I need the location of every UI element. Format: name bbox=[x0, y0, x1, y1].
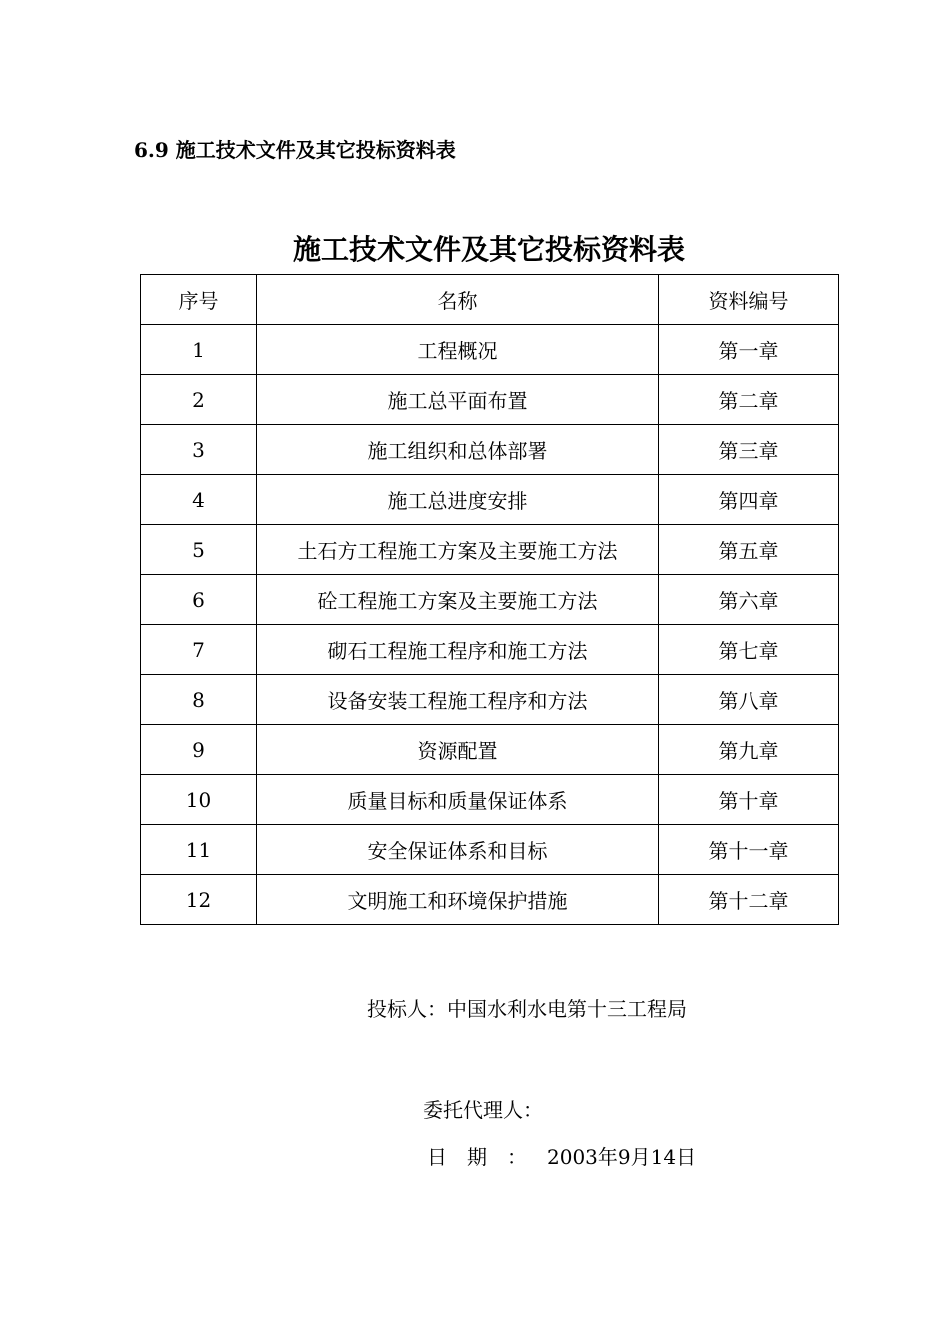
header-serial-number: 序号 bbox=[141, 275, 257, 325]
row-document-number: 第十二章 bbox=[659, 875, 839, 925]
authorized-agent-line: 委托代理人： bbox=[423, 1098, 543, 1122]
row-name: 质量目标和质量保证体系 bbox=[257, 775, 659, 825]
table-row bbox=[141, 825, 839, 875]
row-document-number: 第二章 bbox=[659, 375, 839, 425]
table-row bbox=[141, 775, 839, 825]
row-document-number: 第五章 bbox=[659, 525, 839, 575]
row-document-number: 第一章 bbox=[659, 325, 839, 375]
row-serial: 7 bbox=[141, 625, 257, 675]
table-row bbox=[141, 875, 839, 925]
table-row bbox=[141, 625, 839, 675]
row-name: 设备安装工程施工程序和方法 bbox=[257, 675, 659, 725]
row-document-number: 第八章 bbox=[659, 675, 839, 725]
row-name: 资源配置 bbox=[257, 725, 659, 775]
table-row bbox=[141, 675, 839, 725]
table-row bbox=[141, 325, 839, 375]
date-label: 日期： bbox=[427, 1145, 547, 1169]
row-name: 工程概况 bbox=[257, 325, 659, 375]
header-name: 名称 bbox=[257, 275, 659, 325]
row-document-number: 第四章 bbox=[659, 475, 839, 525]
row-name: 施工总平面布置 bbox=[257, 375, 659, 425]
table-row bbox=[141, 575, 839, 625]
row-document-number: 第九章 bbox=[659, 725, 839, 775]
row-document-number: 第六章 bbox=[659, 575, 839, 625]
row-serial: 12 bbox=[141, 875, 257, 925]
row-document-number: 第十章 bbox=[659, 775, 839, 825]
row-document-number: 第十一章 bbox=[659, 825, 839, 875]
table-header-row bbox=[141, 275, 839, 325]
table-row bbox=[141, 475, 839, 525]
row-document-number: 第三章 bbox=[659, 425, 839, 475]
row-serial: 2 bbox=[141, 375, 257, 425]
row-serial: 1 bbox=[141, 325, 257, 375]
row-name: 文明施工和环境保护措施 bbox=[257, 875, 659, 925]
header-document-number: 资料编号 bbox=[659, 275, 839, 325]
table-row bbox=[141, 425, 839, 475]
date-value: 2003年9月14日 bbox=[547, 1145, 697, 1169]
table-row bbox=[141, 725, 839, 775]
row-serial: 4 bbox=[141, 475, 257, 525]
row-name: 施工组织和总体部署 bbox=[257, 425, 659, 475]
row-serial: 11 bbox=[141, 825, 257, 875]
row-serial: 9 bbox=[141, 725, 257, 775]
row-serial: 5 bbox=[141, 525, 257, 575]
row-name: 土石方工程施工方案及主要施工方法 bbox=[257, 525, 659, 575]
row-serial: 10 bbox=[141, 775, 257, 825]
row-serial: 3 bbox=[141, 425, 257, 475]
bidder-line: 投标人：中国水利水电第十三工程局 bbox=[367, 997, 687, 1021]
table-title: 施工技术文件及其它投标资料表 bbox=[292, 233, 685, 266]
table-row bbox=[141, 375, 839, 425]
date-line bbox=[427, 1143, 696, 1171]
row-document-number: 第七章 bbox=[659, 625, 839, 675]
document-table bbox=[140, 274, 839, 925]
row-name: 砼工程施工方案及主要施工方法 bbox=[257, 575, 659, 625]
row-name: 砌石工程施工程序和施工方法 bbox=[257, 625, 659, 675]
table-row bbox=[141, 525, 839, 575]
row-name: 施工总进度安排 bbox=[257, 475, 659, 525]
row-serial: 8 bbox=[141, 675, 257, 725]
row-name: 安全保证体系和目标 bbox=[257, 825, 659, 875]
row-serial: 6 bbox=[141, 575, 257, 625]
section-heading: 6.9 施工技术文件及其它投标资料表 bbox=[134, 138, 456, 162]
